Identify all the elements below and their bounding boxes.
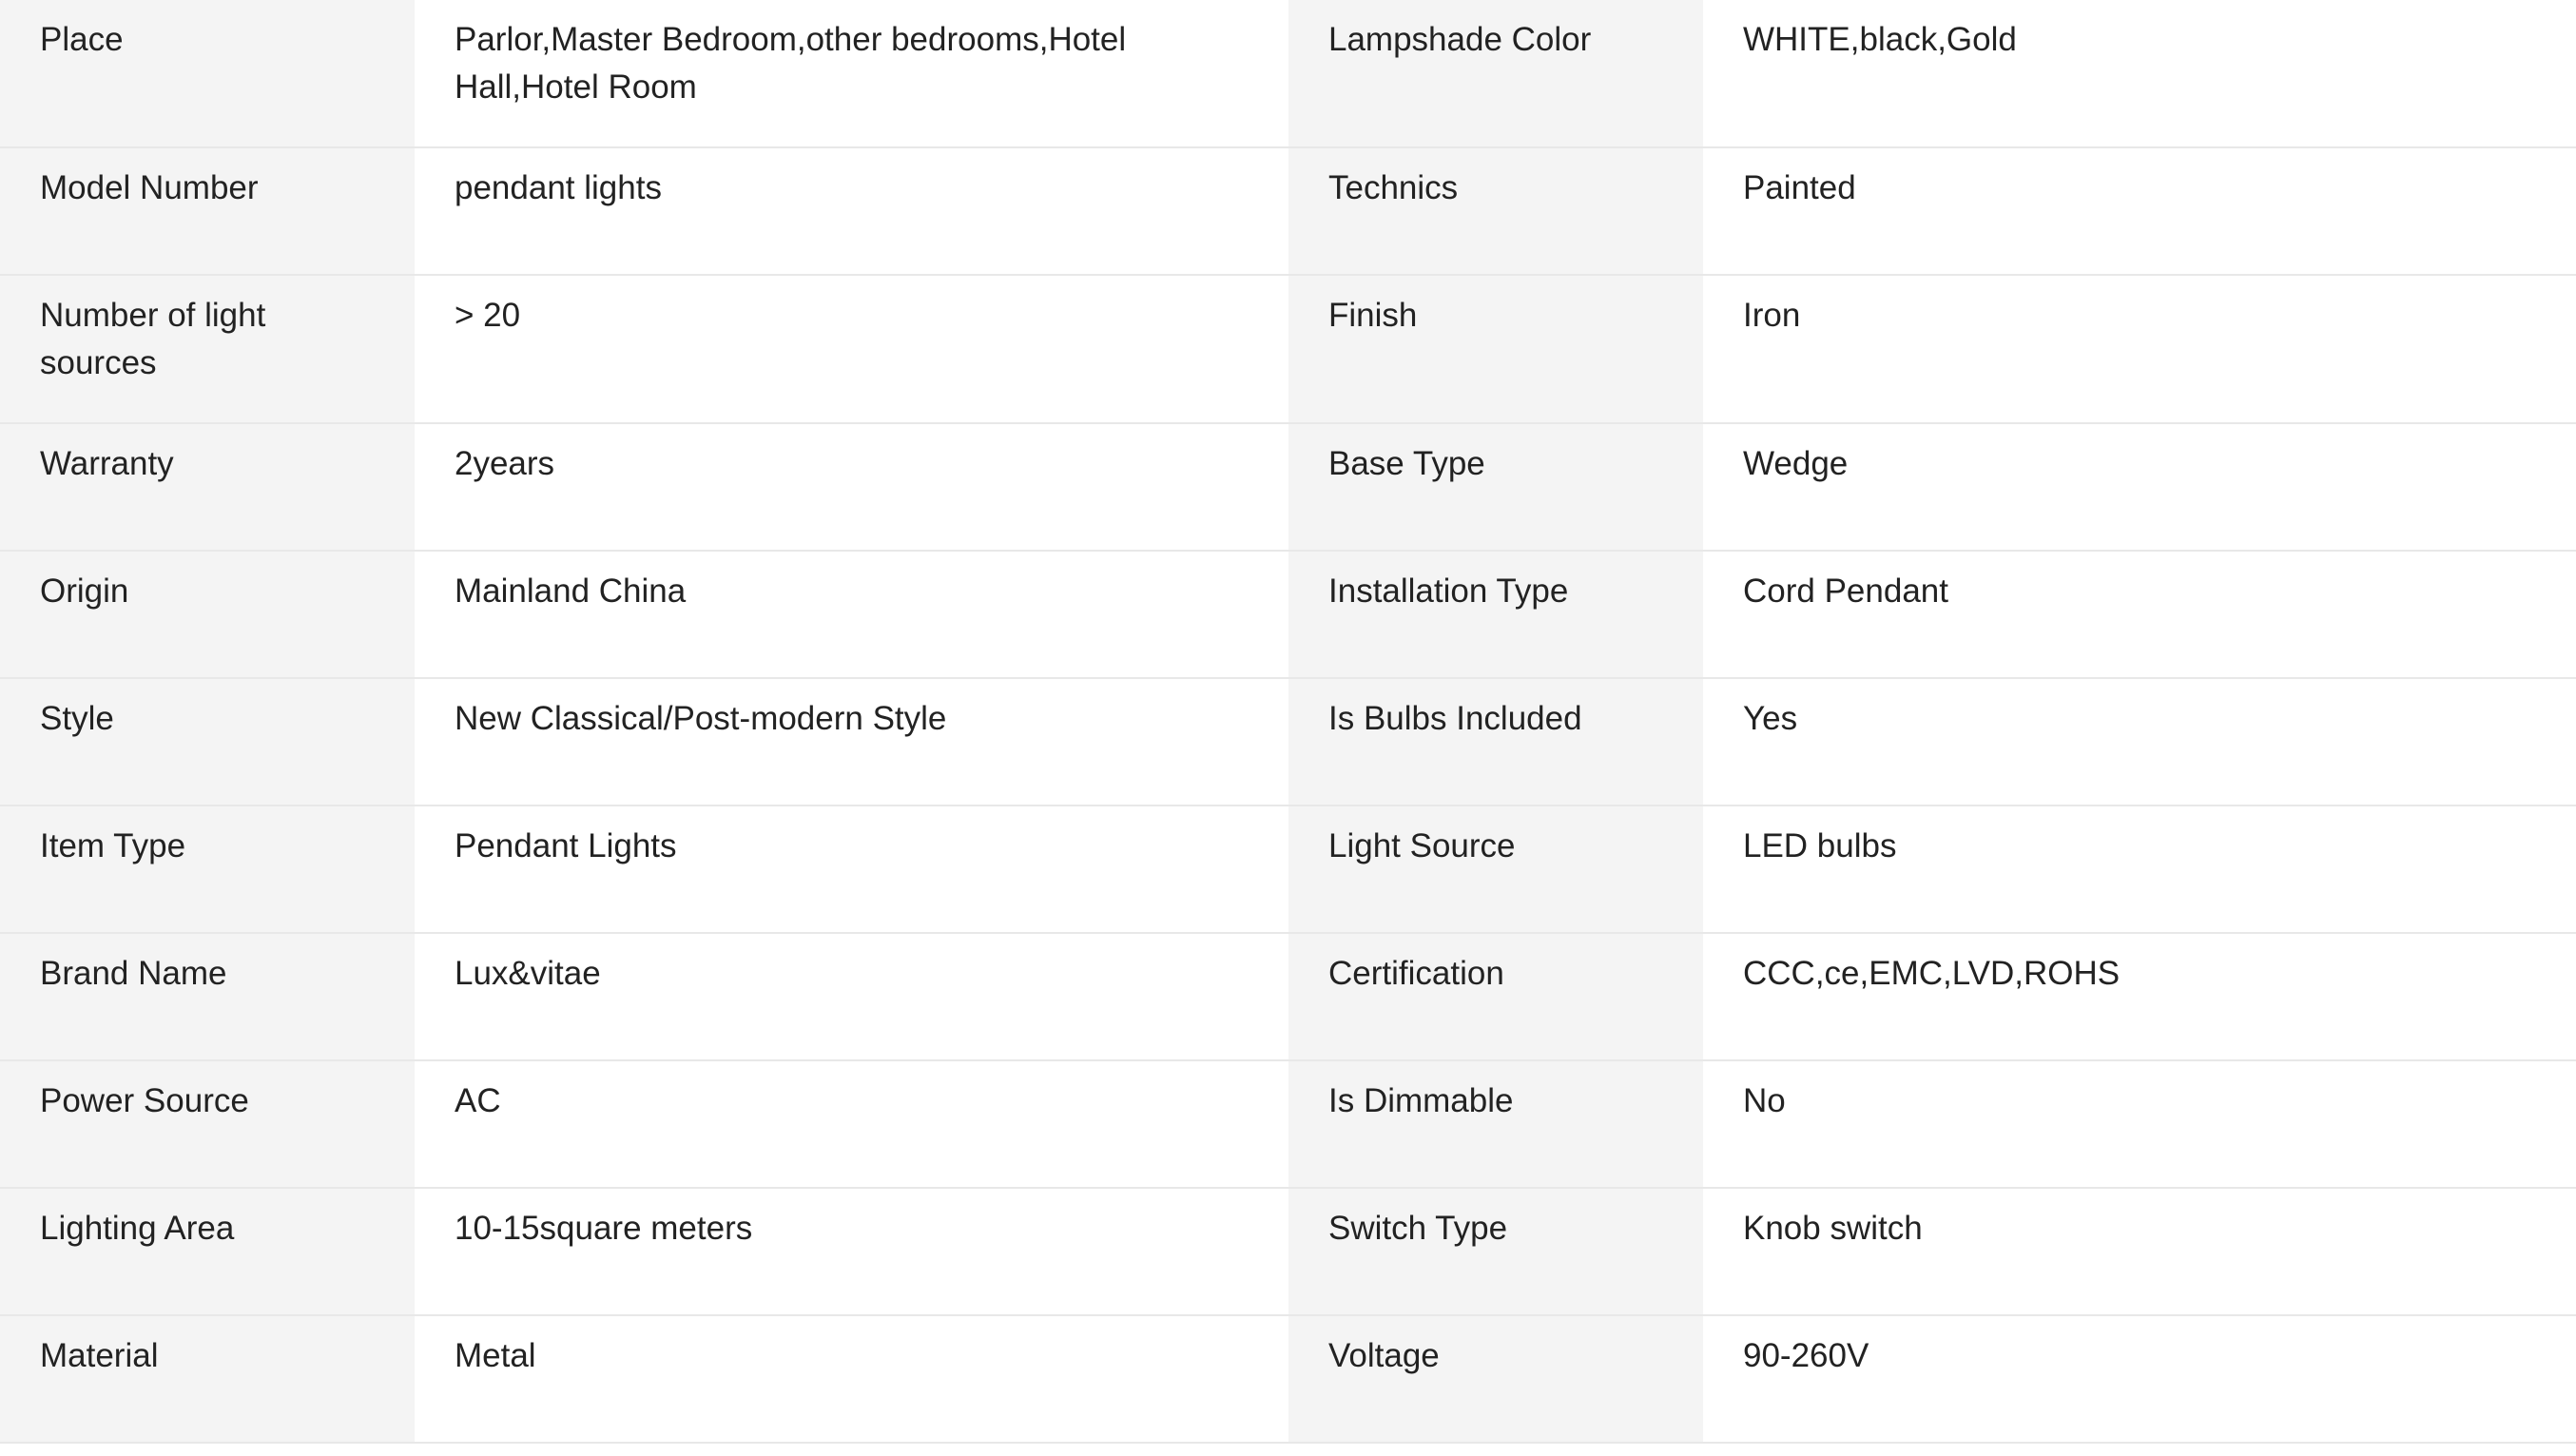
spec-label: Item Type <box>0 806 415 933</box>
spec-label: Voltage <box>1288 1315 1703 1443</box>
spec-value: LED bulbs <box>1703 806 2576 933</box>
spec-row-place <box>0 0 2576 147</box>
spec-row-power-source <box>0 1060 2576 1188</box>
spec-value: No <box>1703 1060 2576 1188</box>
spec-row-model-number <box>0 147 2576 275</box>
spec-label: Finish <box>1288 275 1703 423</box>
spec-value: Cord Pendant <box>1703 551 2576 678</box>
spec-value: Pendant Lights <box>415 806 1288 933</box>
spec-label: Technics <box>1288 147 1703 275</box>
spec-label: Installation Type <box>1288 551 1703 678</box>
spec-label: Base Type <box>1288 423 1703 551</box>
spec-label: Brand Name <box>0 933 415 1060</box>
spec-value: AC <box>415 1060 1288 1188</box>
spec-value: 90-260V <box>1703 1315 2576 1443</box>
spec-row-origin <box>0 551 2576 678</box>
spec-label: Is Bulbs Included <box>1288 678 1703 806</box>
spec-row-number-of-light-sources <box>0 275 2576 423</box>
spec-label: Material <box>0 1315 415 1443</box>
spec-label: Model Number <box>0 147 415 275</box>
spec-label: Lighting Area <box>0 1188 415 1315</box>
spec-value: 10-15square meters <box>415 1188 1288 1315</box>
spec-value: Lux&vitae <box>415 933 1288 1060</box>
spec-value: pendant lights <box>415 147 1288 275</box>
spec-value: Painted <box>1703 147 2576 275</box>
spec-label: Is Dimmable <box>1288 1060 1703 1188</box>
spec-row-warranty <box>0 423 2576 551</box>
spec-value: CCC,ce,EMC,LVD,ROHS <box>1703 933 2576 1060</box>
spec-value: WHITE,black,Gold <box>1703 0 2576 147</box>
spec-label: Number of light sources <box>0 275 415 423</box>
spec-label: Origin <box>0 551 415 678</box>
spec-row-brand-name <box>0 933 2576 1060</box>
spec-value: Iron <box>1703 275 2576 423</box>
spec-label: Power Source <box>0 1060 415 1188</box>
spec-value: Parlor,Master Bedroom,other bedrooms,Hotel Hall,Hotel Room <box>415 0 1288 147</box>
spec-value: 2years <box>415 423 1288 551</box>
spec-label: Switch Type <box>1288 1188 1703 1315</box>
spec-value: New Classical/Post-modern Style <box>415 678 1288 806</box>
spec-label: Style <box>0 678 415 806</box>
spec-value: Knob switch <box>1703 1188 2576 1315</box>
spec-value: Yes <box>1703 678 2576 806</box>
spec-row-style <box>0 678 2576 806</box>
spec-row-item-type <box>0 806 2576 933</box>
spec-label: Light Source <box>1288 806 1703 933</box>
spec-row-material <box>0 1315 2576 1443</box>
spec-value: Mainland China <box>415 551 1288 678</box>
spec-label: Certification <box>1288 933 1703 1060</box>
spec-label: Lampshade Color <box>1288 0 1703 147</box>
spec-value: > 20 <box>415 275 1288 423</box>
spec-value: Wedge <box>1703 423 2576 551</box>
spec-row-lighting-area <box>0 1188 2576 1315</box>
spec-label: Place <box>0 0 415 147</box>
spec-value: Metal <box>415 1315 1288 1443</box>
spec-label: Warranty <box>0 423 415 551</box>
